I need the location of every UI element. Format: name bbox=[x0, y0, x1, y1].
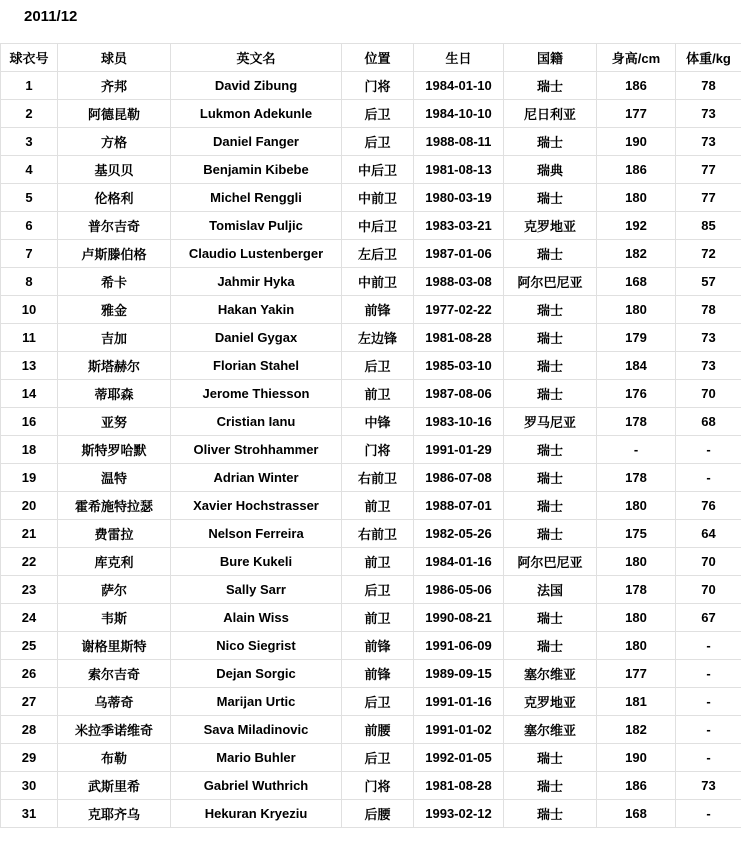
cell-birthday: 1986-05-06 bbox=[414, 576, 504, 604]
cell-number: 26 bbox=[1, 660, 58, 688]
cell-nationality: 阿尔巴尼亚 bbox=[504, 548, 597, 576]
cell-player: 韦斯 bbox=[58, 604, 171, 632]
cell-birthday: 1987-08-06 bbox=[414, 380, 504, 408]
cell-position: 中后卫 bbox=[342, 156, 414, 184]
cell-position: 前卫 bbox=[342, 604, 414, 632]
cell-nationality: 尼日利亚 bbox=[504, 100, 597, 128]
cell-weight_kg: 70 bbox=[676, 380, 741, 408]
cell-height_cm: 177 bbox=[597, 660, 676, 688]
cell-number: 18 bbox=[1, 436, 58, 464]
cell-height_cm: 180 bbox=[597, 296, 676, 324]
cell-birthday: 1988-07-01 bbox=[414, 492, 504, 520]
squad-roster-table bbox=[0, 43, 741, 828]
table-row bbox=[1, 800, 741, 828]
column-header-number: 球衣号 bbox=[1, 44, 58, 72]
cell-height_cm: 190 bbox=[597, 744, 676, 772]
cell-name_en: Benjamin Kibebe bbox=[171, 156, 342, 184]
table-row bbox=[1, 184, 741, 212]
cell-height_cm: 178 bbox=[597, 576, 676, 604]
cell-position: 前锋 bbox=[342, 296, 414, 324]
cell-nationality: 瑞士 bbox=[504, 296, 597, 324]
cell-birthday: 1984-01-16 bbox=[414, 548, 504, 576]
table-row bbox=[1, 548, 741, 576]
cell-height_cm: 182 bbox=[597, 716, 676, 744]
table-row bbox=[1, 492, 741, 520]
cell-number: 23 bbox=[1, 576, 58, 604]
cell-birthday: 1991-01-02 bbox=[414, 716, 504, 744]
cell-weight_kg: - bbox=[676, 632, 741, 660]
cell-player: 费雷拉 bbox=[58, 520, 171, 548]
cell-height_cm: 168 bbox=[597, 800, 676, 828]
cell-number: 11 bbox=[1, 324, 58, 352]
column-header-height_cm: 身高/cm bbox=[597, 44, 676, 72]
cell-name_en: Jerome Thiesson bbox=[171, 380, 342, 408]
cell-nationality: 罗马尼亚 bbox=[504, 408, 597, 436]
cell-name_en: Sava Miladinovic bbox=[171, 716, 342, 744]
cell-player: 库克利 bbox=[58, 548, 171, 576]
table-row bbox=[1, 380, 741, 408]
cell-height_cm: 178 bbox=[597, 408, 676, 436]
cell-birthday: 1989-09-15 bbox=[414, 660, 504, 688]
table-row bbox=[1, 296, 741, 324]
cell-height_cm: - bbox=[597, 436, 676, 464]
cell-number: 4 bbox=[1, 156, 58, 184]
cell-height_cm: 186 bbox=[597, 72, 676, 100]
cell-birthday: 1984-01-10 bbox=[414, 72, 504, 100]
cell-position: 后卫 bbox=[342, 128, 414, 156]
cell-height_cm: 190 bbox=[597, 128, 676, 156]
cell-name_en: Mario Buhler bbox=[171, 744, 342, 772]
cell-name_en: Sally Sarr bbox=[171, 576, 342, 604]
cell-player: 雅金 bbox=[58, 296, 171, 324]
cell-height_cm: 180 bbox=[597, 548, 676, 576]
cell-birthday: 1992-01-05 bbox=[414, 744, 504, 772]
cell-birthday: 1977-02-22 bbox=[414, 296, 504, 324]
table-row bbox=[1, 772, 741, 800]
cell-player: 普尔吉奇 bbox=[58, 212, 171, 240]
cell-weight_kg: 70 bbox=[676, 576, 741, 604]
cell-weight_kg: 77 bbox=[676, 156, 741, 184]
cell-weight_kg: 73 bbox=[676, 772, 741, 800]
cell-nationality: 瑞典 bbox=[504, 156, 597, 184]
cell-nationality: 瑞士 bbox=[504, 436, 597, 464]
cell-birthday: 1981-08-13 bbox=[414, 156, 504, 184]
column-header-nationality: 国籍 bbox=[504, 44, 597, 72]
cell-player: 亚努 bbox=[58, 408, 171, 436]
table-row bbox=[1, 240, 741, 268]
cell-weight_kg: 78 bbox=[676, 72, 741, 100]
cell-weight_kg: 68 bbox=[676, 408, 741, 436]
cell-number: 31 bbox=[1, 800, 58, 828]
cell-name_en: Michel Renggli bbox=[171, 184, 342, 212]
cell-height_cm: 179 bbox=[597, 324, 676, 352]
cell-position: 中后卫 bbox=[342, 212, 414, 240]
table-row bbox=[1, 632, 741, 660]
cell-nationality: 瑞士 bbox=[504, 632, 597, 660]
cell-position: 前腰 bbox=[342, 716, 414, 744]
cell-name_en: Gabriel Wuthrich bbox=[171, 772, 342, 800]
cell-height_cm: 186 bbox=[597, 772, 676, 800]
cell-number: 29 bbox=[1, 744, 58, 772]
cell-name_en: David Zibung bbox=[171, 72, 342, 100]
cell-number: 5 bbox=[1, 184, 58, 212]
cell-birthday: 1981-08-28 bbox=[414, 324, 504, 352]
cell-name_en: Lukmon Adekunle bbox=[171, 100, 342, 128]
cell-birthday: 1991-06-09 bbox=[414, 632, 504, 660]
cell-weight_kg: - bbox=[676, 744, 741, 772]
cell-player: 斯塔赫尔 bbox=[58, 352, 171, 380]
cell-number: 16 bbox=[1, 408, 58, 436]
cell-number: 21 bbox=[1, 520, 58, 548]
cell-weight_kg: - bbox=[676, 464, 741, 492]
cell-weight_kg: 78 bbox=[676, 296, 741, 324]
cell-player: 乌蒂奇 bbox=[58, 688, 171, 716]
cell-number: 10 bbox=[1, 296, 58, 324]
cell-height_cm: 180 bbox=[597, 492, 676, 520]
cell-weight_kg: 76 bbox=[676, 492, 741, 520]
cell-number: 6 bbox=[1, 212, 58, 240]
cell-player: 斯特罗哈默 bbox=[58, 436, 171, 464]
cell-height_cm: 175 bbox=[597, 520, 676, 548]
cell-player: 萨尔 bbox=[58, 576, 171, 604]
cell-name_en: Marijan Urtic bbox=[171, 688, 342, 716]
cell-height_cm: 180 bbox=[597, 184, 676, 212]
cell-name_en: Cristian Ianu bbox=[171, 408, 342, 436]
cell-player: 阿德昆勒 bbox=[58, 100, 171, 128]
cell-nationality: 克罗地亚 bbox=[504, 688, 597, 716]
column-header-weight_kg: 体重/kg bbox=[676, 44, 741, 72]
cell-number: 7 bbox=[1, 240, 58, 268]
cell-name_en: Nico Siegrist bbox=[171, 632, 342, 660]
cell-position: 前卫 bbox=[342, 492, 414, 520]
cell-player: 吉加 bbox=[58, 324, 171, 352]
column-header-birthday: 生日 bbox=[414, 44, 504, 72]
cell-nationality: 克罗地亚 bbox=[504, 212, 597, 240]
table-row bbox=[1, 268, 741, 296]
column-header-name_en: 英文名 bbox=[171, 44, 342, 72]
table-row bbox=[1, 576, 741, 604]
cell-position: 门将 bbox=[342, 436, 414, 464]
cell-weight_kg: - bbox=[676, 716, 741, 744]
table-row bbox=[1, 464, 741, 492]
cell-birthday: 1988-03-08 bbox=[414, 268, 504, 296]
table-row bbox=[1, 100, 741, 128]
cell-player: 伦格利 bbox=[58, 184, 171, 212]
cell-birthday: 1991-01-29 bbox=[414, 436, 504, 464]
cell-nationality: 瑞士 bbox=[504, 604, 597, 632]
table-row bbox=[1, 156, 741, 184]
cell-player: 米拉季诺维奇 bbox=[58, 716, 171, 744]
cell-player: 基贝贝 bbox=[58, 156, 171, 184]
cell-weight_kg: - bbox=[676, 436, 741, 464]
cell-nationality: 法国 bbox=[504, 576, 597, 604]
cell-height_cm: 180 bbox=[597, 632, 676, 660]
cell-birthday: 1980-03-19 bbox=[414, 184, 504, 212]
cell-birthday: 1993-02-12 bbox=[414, 800, 504, 828]
table-row bbox=[1, 324, 741, 352]
cell-birthday: 1984-10-10 bbox=[414, 100, 504, 128]
cell-player: 方格 bbox=[58, 128, 171, 156]
cell-player: 齐邦 bbox=[58, 72, 171, 100]
cell-position: 右前卫 bbox=[342, 464, 414, 492]
cell-height_cm: 181 bbox=[597, 688, 676, 716]
cell-weight_kg: - bbox=[676, 660, 741, 688]
cell-name_en: Hakan Yakin bbox=[171, 296, 342, 324]
cell-name_en: Jahmir Hyka bbox=[171, 268, 342, 296]
table-row bbox=[1, 72, 741, 100]
cell-nationality: 瑞士 bbox=[504, 380, 597, 408]
cell-number: 20 bbox=[1, 492, 58, 520]
cell-name_en: Hekuran Kryeziu bbox=[171, 800, 342, 828]
cell-position: 前锋 bbox=[342, 632, 414, 660]
cell-player: 希卡 bbox=[58, 268, 171, 296]
cell-name_en: Daniel Fanger bbox=[171, 128, 342, 156]
cell-nationality: 瑞士 bbox=[504, 744, 597, 772]
cell-position: 后腰 bbox=[342, 800, 414, 828]
cell-position: 后卫 bbox=[342, 576, 414, 604]
table-row bbox=[1, 128, 741, 156]
cell-birthday: 1983-03-21 bbox=[414, 212, 504, 240]
cell-nationality: 塞尔维亚 bbox=[504, 660, 597, 688]
cell-weight_kg: 73 bbox=[676, 100, 741, 128]
cell-player: 霍希施特拉瑟 bbox=[58, 492, 171, 520]
column-header-position: 位置 bbox=[342, 44, 414, 72]
cell-position: 门将 bbox=[342, 72, 414, 100]
cell-height_cm: 192 bbox=[597, 212, 676, 240]
cell-player: 蒂耶森 bbox=[58, 380, 171, 408]
cell-nationality: 瑞士 bbox=[504, 324, 597, 352]
cell-name_en: Nelson Ferreira bbox=[171, 520, 342, 548]
table-row bbox=[1, 604, 741, 632]
cell-name_en: Florian Stahel bbox=[171, 352, 342, 380]
table-row bbox=[1, 408, 741, 436]
cell-birthday: 1990-08-21 bbox=[414, 604, 504, 632]
cell-number: 25 bbox=[1, 632, 58, 660]
column-header-player: 球员 bbox=[58, 44, 171, 72]
cell-player: 布勒 bbox=[58, 744, 171, 772]
cell-nationality: 瑞士 bbox=[504, 800, 597, 828]
cell-weight_kg: - bbox=[676, 800, 741, 828]
cell-position: 后卫 bbox=[342, 688, 414, 716]
cell-nationality: 瑞士 bbox=[504, 352, 597, 380]
cell-name_en: Dejan Sorgic bbox=[171, 660, 342, 688]
cell-nationality: 瑞士 bbox=[504, 184, 597, 212]
cell-weight_kg: 67 bbox=[676, 604, 741, 632]
cell-position: 前卫 bbox=[342, 548, 414, 576]
cell-number: 28 bbox=[1, 716, 58, 744]
cell-weight_kg: 85 bbox=[676, 212, 741, 240]
cell-number: 19 bbox=[1, 464, 58, 492]
cell-birthday: 1991-01-16 bbox=[414, 688, 504, 716]
cell-player: 克耶齐乌 bbox=[58, 800, 171, 828]
cell-position: 前卫 bbox=[342, 380, 414, 408]
cell-number: 13 bbox=[1, 352, 58, 380]
cell-birthday: 1986-07-08 bbox=[414, 464, 504, 492]
cell-birthday: 1988-08-11 bbox=[414, 128, 504, 156]
cell-height_cm: 182 bbox=[597, 240, 676, 268]
cell-player: 卢斯滕伯格 bbox=[58, 240, 171, 268]
cell-birthday: 1981-08-28 bbox=[414, 772, 504, 800]
cell-height_cm: 180 bbox=[597, 604, 676, 632]
table-row bbox=[1, 688, 741, 716]
cell-nationality: 瑞士 bbox=[504, 464, 597, 492]
cell-name_en: Adrian Winter bbox=[171, 464, 342, 492]
cell-birthday: 1982-05-26 bbox=[414, 520, 504, 548]
cell-position: 中前卫 bbox=[342, 184, 414, 212]
cell-weight_kg: 73 bbox=[676, 352, 741, 380]
cell-nationality: 瑞士 bbox=[504, 772, 597, 800]
cell-player: 武斯里希 bbox=[58, 772, 171, 800]
table-row bbox=[1, 716, 741, 744]
cell-weight_kg: 77 bbox=[676, 184, 741, 212]
cell-height_cm: 178 bbox=[597, 464, 676, 492]
cell-weight_kg: 64 bbox=[676, 520, 741, 548]
table-row bbox=[1, 212, 741, 240]
cell-number: 3 bbox=[1, 128, 58, 156]
table-row bbox=[1, 352, 741, 380]
cell-number: 30 bbox=[1, 772, 58, 800]
cell-position: 门将 bbox=[342, 772, 414, 800]
cell-nationality: 瑞士 bbox=[504, 520, 597, 548]
cell-position: 后卫 bbox=[342, 100, 414, 128]
table-body bbox=[1, 72, 741, 828]
cell-name_en: Daniel Gygax bbox=[171, 324, 342, 352]
season-title: 2011/12 bbox=[24, 8, 78, 25]
cell-position: 左后卫 bbox=[342, 240, 414, 268]
cell-nationality: 瑞士 bbox=[504, 128, 597, 156]
cell-height_cm: 184 bbox=[597, 352, 676, 380]
cell-position: 中锋 bbox=[342, 408, 414, 436]
cell-weight_kg: - bbox=[676, 688, 741, 716]
cell-nationality: 瑞士 bbox=[504, 240, 597, 268]
cell-birthday: 1985-03-10 bbox=[414, 352, 504, 380]
cell-position: 后卫 bbox=[342, 352, 414, 380]
cell-height_cm: 177 bbox=[597, 100, 676, 128]
cell-name_en: Claudio Lustenberger bbox=[171, 240, 342, 268]
cell-weight_kg: 57 bbox=[676, 268, 741, 296]
cell-height_cm: 168 bbox=[597, 268, 676, 296]
cell-position: 中前卫 bbox=[342, 268, 414, 296]
cell-name_en: Xavier Hochstrasser bbox=[171, 492, 342, 520]
table-row bbox=[1, 744, 741, 772]
cell-name_en: Bure Kukeli bbox=[171, 548, 342, 576]
cell-position: 前锋 bbox=[342, 660, 414, 688]
cell-height_cm: 176 bbox=[597, 380, 676, 408]
cell-weight_kg: 70 bbox=[676, 548, 741, 576]
cell-position: 左边锋 bbox=[342, 324, 414, 352]
cell-birthday: 1983-10-16 bbox=[414, 408, 504, 436]
cell-position: 右前卫 bbox=[342, 520, 414, 548]
table-row bbox=[1, 436, 741, 464]
cell-nationality: 阿尔巴尼亚 bbox=[504, 268, 597, 296]
cell-number: 22 bbox=[1, 548, 58, 576]
cell-number: 2 bbox=[1, 100, 58, 128]
cell-position: 后卫 bbox=[342, 744, 414, 772]
cell-name_en: Tomislav Puljic bbox=[171, 212, 342, 240]
table-row bbox=[1, 660, 741, 688]
cell-nationality: 瑞士 bbox=[504, 72, 597, 100]
cell-player: 温特 bbox=[58, 464, 171, 492]
cell-name_en: Oliver Strohhammer bbox=[171, 436, 342, 464]
cell-weight_kg: 73 bbox=[676, 128, 741, 156]
cell-player: 谢格里斯特 bbox=[58, 632, 171, 660]
cell-birthday: 1987-01-06 bbox=[414, 240, 504, 268]
cell-number: 27 bbox=[1, 688, 58, 716]
cell-player: 索尔吉奇 bbox=[58, 660, 171, 688]
cell-weight_kg: 73 bbox=[676, 324, 741, 352]
cell-number: 14 bbox=[1, 380, 58, 408]
cell-weight_kg: 72 bbox=[676, 240, 741, 268]
cell-number: 24 bbox=[1, 604, 58, 632]
cell-nationality: 瑞士 bbox=[504, 492, 597, 520]
header-row bbox=[1, 44, 741, 72]
cell-number: 8 bbox=[1, 268, 58, 296]
cell-name_en: Alain Wiss bbox=[171, 604, 342, 632]
cell-nationality: 塞尔维亚 bbox=[504, 716, 597, 744]
cell-height_cm: 186 bbox=[597, 156, 676, 184]
cell-number: 1 bbox=[1, 72, 58, 100]
table-row bbox=[1, 520, 741, 548]
